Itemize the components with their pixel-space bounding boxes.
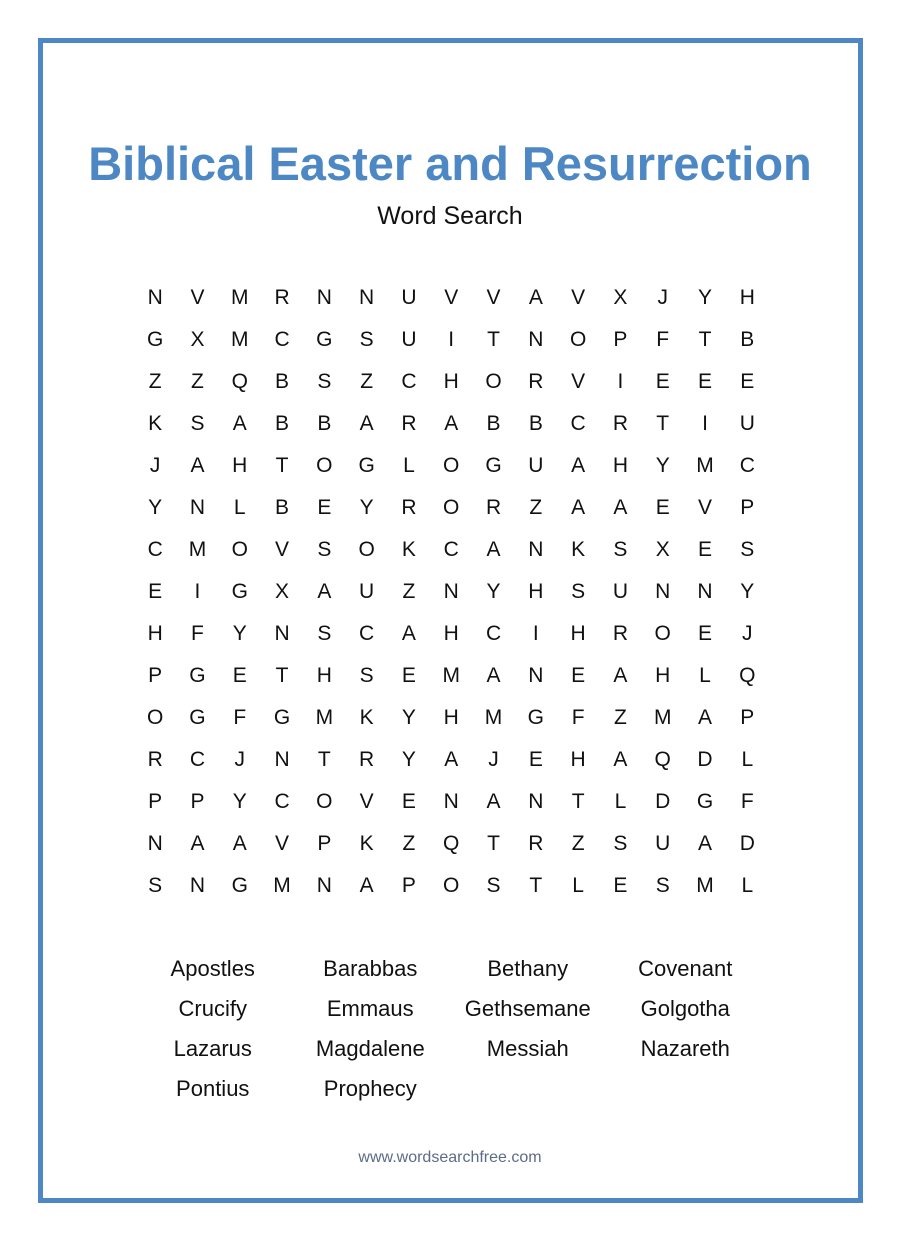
grid-cell[interactable]: M <box>442 664 460 687</box>
grid-cell[interactable]: S <box>655 874 670 897</box>
grid-cell[interactable]: Q <box>654 748 671 771</box>
grid-cell[interactable]: J <box>149 454 161 477</box>
word-list-item: Covenant <box>638 956 733 981</box>
grid-cell[interactable]: P <box>148 790 163 813</box>
grid-cell[interactable]: U <box>739 412 755 435</box>
grid-cell[interactable]: R <box>147 748 163 771</box>
grid-cell[interactable]: A <box>528 286 543 309</box>
grid-cell[interactable]: K <box>401 538 416 561</box>
grid-cell[interactable]: O <box>443 496 460 519</box>
grid-cell[interactable]: N <box>655 580 671 603</box>
grid-cell[interactable]: T <box>656 412 670 435</box>
grid-cell[interactable]: Y <box>698 286 713 309</box>
grid-cell[interactable]: B <box>275 412 290 435</box>
grid-cell[interactable]: M <box>484 706 503 729</box>
grid-cell[interactable]: A <box>571 454 586 477</box>
grid-cell[interactable]: N <box>274 748 290 771</box>
grid-cell[interactable]: B <box>528 412 543 435</box>
grid-cell[interactable]: C <box>443 538 459 561</box>
grid-cell[interactable]: B <box>275 370 290 393</box>
grid-cell[interactable]: S <box>359 328 374 351</box>
grid-cell[interactable]: A <box>486 538 501 561</box>
grid-cell[interactable]: A <box>613 664 628 687</box>
grid-cell[interactable]: Y <box>401 706 416 729</box>
grid-cell[interactable]: K <box>359 832 374 855</box>
word-list-item: Magdalene <box>315 1036 425 1061</box>
word-list-item: Prophecy <box>323 1076 417 1101</box>
grid-cell[interactable]: Y <box>401 748 416 771</box>
grid-cell[interactable]: Q <box>739 664 756 687</box>
grid-cell[interactable]: Z <box>614 706 627 729</box>
grid-cell[interactable]: U <box>401 286 417 309</box>
grid-cell[interactable]: B <box>486 412 501 435</box>
grid-cell[interactable]: A <box>359 412 374 435</box>
grid-cell[interactable]: N <box>274 622 290 645</box>
grid-cell[interactable]: C <box>189 748 206 771</box>
grid-cell[interactable]: C <box>274 790 290 813</box>
grid-cell[interactable]: U <box>401 328 417 351</box>
grid-cell[interactable]: Y <box>740 580 755 603</box>
grid-cell[interactable]: M <box>230 328 249 351</box>
grid-cell[interactable]: Z <box>529 496 543 519</box>
grid-cell[interactable]: S <box>317 622 332 645</box>
grid-cell[interactable]: S <box>740 538 755 561</box>
grid-cell[interactable]: I <box>532 622 539 645</box>
grid-cell[interactable]: G <box>146 328 164 351</box>
grid-cell[interactable]: S <box>190 412 205 435</box>
grid-cell[interactable]: H <box>316 664 332 687</box>
grid-cell[interactable]: A <box>444 412 459 435</box>
grid-cell[interactable]: A <box>486 790 501 813</box>
grid-cell[interactable]: Q <box>443 832 460 855</box>
grid-cell[interactable]: P <box>740 496 755 519</box>
grid-cell[interactable]: O <box>485 370 502 393</box>
grid-cell[interactable]: U <box>612 580 628 603</box>
grid-cell[interactable]: E <box>401 664 416 687</box>
grid-cell[interactable]: N <box>189 874 206 897</box>
grid-cell[interactable]: E <box>401 790 416 813</box>
grid-cell[interactable]: D <box>697 748 713 771</box>
grid-cell[interactable]: J <box>657 286 668 309</box>
grid-cell[interactable]: S <box>148 874 163 897</box>
grid-cell[interactable]: D <box>655 790 671 813</box>
grid-cell[interactable]: H <box>232 454 248 477</box>
grid-cell[interactable]: R <box>612 412 628 435</box>
grid-cell[interactable]: E <box>698 538 713 561</box>
letter-grid <box>134 277 768 907</box>
grid-cell[interactable]: O <box>316 454 333 477</box>
grid-cell[interactable]: Z <box>402 832 416 855</box>
grid-cell[interactable]: Y <box>232 790 247 813</box>
grid-cell[interactable]: N <box>147 286 163 309</box>
grid-cell[interactable]: C <box>401 370 417 393</box>
grid-cell[interactable]: E <box>317 496 332 519</box>
grid-cell[interactable]: F <box>233 706 247 729</box>
grid-cell[interactable]: A <box>190 454 205 477</box>
grid-cell[interactable]: O <box>443 454 460 477</box>
grid-cell[interactable]: G <box>189 664 206 687</box>
grid-cell[interactable]: N <box>359 286 375 309</box>
grid-cell[interactable]: I <box>194 580 201 603</box>
grid-cell[interactable]: H <box>443 622 459 645</box>
grid-cell[interactable]: L <box>741 874 754 897</box>
grid-cell[interactable]: V <box>571 286 586 309</box>
grid-cell[interactable]: A <box>613 748 628 771</box>
grid-cell[interactable]: H <box>147 622 163 645</box>
grid-cell[interactable]: A <box>698 832 713 855</box>
grid-cell[interactable]: G <box>696 790 714 813</box>
grid-cell[interactable]: R <box>528 832 544 855</box>
grid-cell[interactable]: Z <box>360 370 374 393</box>
grid-cell[interactable]: F <box>740 790 754 813</box>
grid-cell[interactable]: X <box>613 286 628 309</box>
grid-cell[interactable]: Y <box>486 580 501 603</box>
grid-cell[interactable]: O <box>231 538 248 561</box>
grid-cell[interactable]: G <box>273 706 291 729</box>
grid-cell[interactable]: A <box>401 622 416 645</box>
grid-cell[interactable]: A <box>232 412 247 435</box>
grid-cell[interactable]: Y <box>359 496 374 519</box>
word-list-item: Emmaus <box>326 996 414 1021</box>
word-list-item: Barabbas <box>323 956 418 981</box>
grid-cell[interactable]: S <box>486 874 501 897</box>
grid-cell[interactable]: Y <box>232 622 247 645</box>
grid-cell[interactable]: N <box>316 874 332 897</box>
grid-cell[interactable]: M <box>273 874 291 897</box>
grid-cell[interactable]: O <box>316 790 333 813</box>
grid-cell[interactable]: O <box>569 328 587 351</box>
grid-cell[interactable]: C <box>147 538 163 561</box>
word-list-item: Bethany <box>487 956 569 981</box>
word-list-item: Pontius <box>176 1076 250 1101</box>
grid-cell[interactable]: O <box>146 706 164 729</box>
grid-cell[interactable]: T <box>317 748 331 771</box>
grid-cell[interactable]: L <box>614 790 627 813</box>
grid-cell[interactable]: A <box>359 874 374 897</box>
grid-cell[interactable]: P <box>401 874 416 897</box>
grid-cell[interactable]: H <box>528 580 544 603</box>
grid-cell[interactable]: T <box>275 664 289 687</box>
grid-cell[interactable]: O <box>358 538 375 561</box>
page-title: Biblical Easter and Resurrection <box>88 137 812 190</box>
grid-cell[interactable]: E <box>698 370 713 393</box>
grid-cell[interactable]: A <box>317 580 332 603</box>
grid-cell[interactable]: A <box>232 832 247 855</box>
grid-cell[interactable]: G <box>527 706 544 729</box>
grid-cell[interactable]: M <box>188 538 207 561</box>
grid-cell[interactable]: R <box>401 412 417 435</box>
grid-cell[interactable]: L <box>572 874 584 897</box>
grid-cell[interactable]: B <box>740 328 755 351</box>
grid-cell[interactable]: V <box>444 286 459 309</box>
grid-cell[interactable]: Y <box>655 454 670 477</box>
grid-cell[interactable]: V <box>190 286 205 309</box>
grid-cell[interactable]: N <box>316 286 332 309</box>
grid-cell[interactable]: G <box>189 706 206 729</box>
grid-cell[interactable]: S <box>613 538 628 561</box>
grid-cell[interactable]: N <box>443 790 459 813</box>
grid-cell[interactable]: L <box>233 496 246 519</box>
grid-cell[interactable]: F <box>571 706 585 729</box>
grid-cell[interactable]: R <box>274 286 290 309</box>
grid-cell[interactable]: I <box>448 328 455 351</box>
grid-cell[interactable]: K <box>571 538 586 561</box>
grid-cell[interactable]: M <box>315 706 334 729</box>
grid-cell[interactable]: T <box>275 454 289 477</box>
word-list-item: Crucify <box>178 996 247 1021</box>
grid-cell[interactable]: R <box>485 496 502 519</box>
grid-cell[interactable]: E <box>655 496 670 519</box>
grid-cell[interactable]: U <box>528 454 544 477</box>
grid-cell[interactable]: V <box>486 286 501 309</box>
grid-cell[interactable]: C <box>359 622 375 645</box>
grid-cell[interactable]: A <box>613 496 628 519</box>
grid-cell[interactable]: R <box>401 496 417 519</box>
grid-cell[interactable]: S <box>571 580 586 603</box>
grid-cell[interactable]: A <box>571 496 586 519</box>
grid-cell[interactable]: Q <box>231 370 248 393</box>
grid-cell[interactable]: R <box>528 370 544 393</box>
grid-cell[interactable]: F <box>656 328 670 351</box>
grid-cell[interactable]: C <box>739 454 755 477</box>
grid-cell[interactable]: L <box>699 664 711 687</box>
grid-cell[interactable]: G <box>231 874 248 897</box>
grid-cell[interactable]: X <box>190 328 205 351</box>
grid-cell[interactable]: T <box>698 328 712 351</box>
grid-cell[interactable]: Z <box>571 832 585 855</box>
word-list-item: Golgotha <box>640 996 730 1021</box>
grid-cell[interactable]: N <box>147 832 163 855</box>
grid-cell[interactable]: E <box>655 370 670 393</box>
grid-cell[interactable]: E <box>571 664 586 687</box>
grid-cell[interactable]: C <box>485 622 502 645</box>
grid-cell[interactable]: K <box>359 706 374 729</box>
word-list-item: Apostles <box>170 956 255 981</box>
grid-cell[interactable]: V <box>359 790 374 813</box>
grid-cell[interactable]: G <box>358 454 375 477</box>
grid-cell[interactable]: I <box>702 412 708 435</box>
grid-cell[interactable]: H <box>443 706 459 729</box>
grid-cell[interactable]: E <box>232 664 247 687</box>
grid-cell[interactable]: R <box>612 622 628 645</box>
grid-cell[interactable]: H <box>570 748 586 771</box>
grid-cell[interactable]: V <box>275 832 290 855</box>
grid-cell[interactable]: X <box>275 580 290 603</box>
grid-cell[interactable]: P <box>740 706 755 729</box>
grid-cell[interactable]: M <box>653 706 672 729</box>
footer-url[interactable]: www.wordsearchfree.com <box>358 1149 542 1166</box>
page-subtitle: Word Search <box>377 202 523 230</box>
grid-cell[interactable]: G <box>231 580 248 603</box>
grid-cell[interactable]: O <box>654 622 671 645</box>
grid-cell[interactable]: A <box>486 664 501 687</box>
grid-cell[interactable]: Z <box>402 580 416 603</box>
grid-cell[interactable]: S <box>317 370 332 393</box>
grid-cell[interactable]: S <box>613 832 628 855</box>
grid-cell[interactable]: A <box>190 832 205 855</box>
grid-cell[interactable]: T <box>487 328 500 351</box>
word-list-item: Nazareth <box>640 1036 730 1061</box>
grid-cell[interactable]: H <box>655 664 671 687</box>
grid-cell[interactable]: N <box>528 538 544 561</box>
grid-cell[interactable]: U <box>359 580 375 603</box>
grid-cell[interactable]: J <box>234 748 245 771</box>
grid-cell[interactable]: B <box>275 496 290 519</box>
grid-cell[interactable]: T <box>487 832 500 855</box>
grid-cell[interactable]: P <box>190 790 205 813</box>
grid-cell[interactable]: H <box>612 454 628 477</box>
grid-cell[interactable]: L <box>741 748 754 771</box>
grid-cell[interactable]: X <box>655 538 670 561</box>
grid-cell[interactable]: D <box>739 832 755 855</box>
grid-cell[interactable]: E <box>613 874 628 897</box>
grid-cell[interactable]: P <box>148 664 163 687</box>
grid-cell[interactable]: P <box>613 328 628 351</box>
grid-cell[interactable]: L <box>403 454 415 477</box>
grid-cell[interactable]: V <box>698 496 713 519</box>
grid-cell[interactable]: C <box>570 412 586 435</box>
grid-cell[interactable]: Z <box>148 370 162 393</box>
grid-cell[interactable]: G <box>485 454 502 477</box>
grid-cell[interactable]: S <box>359 664 374 687</box>
grid-cell[interactable]: A <box>698 706 713 729</box>
grid-cell[interactable]: U <box>655 832 671 855</box>
grid-cell[interactable]: M <box>230 286 249 309</box>
grid-cell[interactable]: J <box>488 748 499 771</box>
grid-cell[interactable]: H <box>739 286 755 309</box>
grid-cell[interactable]: J <box>742 622 753 645</box>
grid-cell[interactable]: H <box>570 622 586 645</box>
grid-cell[interactable]: E <box>528 748 543 771</box>
grid-cell[interactable]: P <box>317 832 332 855</box>
grid-cell[interactable]: Y <box>148 496 163 519</box>
grid-cell[interactable]: N <box>528 328 544 351</box>
grid-cell[interactable]: O <box>443 874 460 897</box>
grid-cell[interactable]: V <box>571 370 586 393</box>
grid-cell[interactable]: N <box>189 496 206 519</box>
grid-cell[interactable]: K <box>148 412 163 435</box>
grid-cell[interactable]: M <box>696 454 714 477</box>
grid-cell[interactable]: N <box>697 580 713 603</box>
grid-cell[interactable]: E <box>740 370 755 393</box>
grid-cell[interactable]: E <box>148 580 163 603</box>
grid-cell[interactable]: C <box>274 328 290 351</box>
word-list-item: Gethsemane <box>464 996 591 1021</box>
word-list <box>134 949 764 1109</box>
grid-cell[interactable]: N <box>528 790 544 813</box>
grid-cell[interactable]: T <box>529 874 543 897</box>
grid-cell[interactable]: I <box>617 370 624 393</box>
word-list-item: Messiah <box>486 1036 569 1061</box>
grid-cell[interactable]: N <box>443 580 459 603</box>
grid-cell[interactable]: F <box>191 622 204 645</box>
grid-cell[interactable]: R <box>359 748 375 771</box>
grid-cell[interactable]: V <box>275 538 290 561</box>
grid-cell[interactable]: E <box>698 622 713 645</box>
grid-cell[interactable]: M <box>696 874 714 897</box>
grid-cell[interactable]: Z <box>191 370 204 393</box>
grid-cell[interactable]: H <box>443 370 459 393</box>
grid-cell[interactable]: G <box>316 328 333 351</box>
grid-cell[interactable]: S <box>317 538 332 561</box>
grid-cell[interactable]: B <box>317 412 332 435</box>
grid-cell[interactable]: T <box>571 790 585 813</box>
grid-cell[interactable]: A <box>444 748 459 771</box>
word-list-item: Lazarus <box>173 1036 252 1061</box>
grid-cell[interactable]: N <box>528 664 544 687</box>
